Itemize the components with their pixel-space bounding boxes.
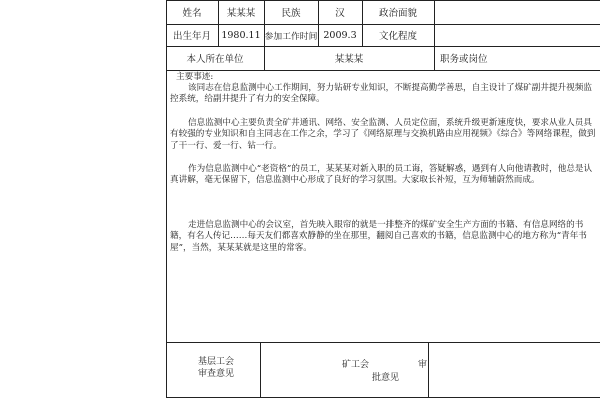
position-label: 职务或岗位 [440,54,488,65]
deeds-paragraph-3 [170,164,600,187]
work-value: 2009.3 [323,29,357,41]
unit-value: 某某某 [334,54,364,65]
deeds-paragraph-4-text: 走进信息监测中心的会议室，首先映入眼帘的就是一排整齐的煤矿安全生产方面的书籍、有信息网络的书籍，有名人传记……每天友们都喜欢静静的坐在那里，翻阅自己喜欢的书籍，信息监测中心的地方称为“青年书屋”，当然，某某某就是这里的常客。 [170,220,587,253]
deeds-paragraph-3-text: 作为信息监测中心“老资格”的员工，某某某对新入职的员工诲，答疑解惑，遇到有人向他请教时，他总是认真讲解，毫无保留下，信息监测中心形成了良好的学习氛围。大家取长补短，互为师辅蔚然而成。 [170,164,593,186]
deeds-paragraph-1 [170,83,600,106]
birth-value: 1980.11 [221,29,261,41]
ethnicity-value: 汉 [335,8,345,19]
rule-footer-right [428,342,429,398]
mine-review-label: 审 [418,360,428,370]
union-review-line2: 审查意见 [197,369,234,379]
deeds-paragraph-1-text: 该同志在信息监测中心工作期间，努力钻研专业知识，不断提高勤学善思，自主设计了煤矿副井提升视频监控系统，给副井提升了有力的安全保障。 [170,83,592,105]
birth-label: 出生年月 [172,31,211,42]
work-label: 参加工作时间 [264,31,318,42]
ethnicity-label: 民族 [281,8,301,19]
political-label: 政治面貌 [378,8,417,19]
mine-union-label: 矿工会 [342,360,370,370]
rule-col5 [434,0,435,46]
union-review-line1: 基层工会 [197,357,234,367]
deeds-paragraph-4 [170,220,600,254]
mine-approval-label: 批意见 [372,373,400,383]
rule-footer-mid [260,342,261,398]
deeds-paragraph-2 [170,118,600,152]
name-label: 姓名 [182,8,202,19]
deeds-section [166,70,600,342]
name-value: 某某某 [226,8,256,19]
deeds-heading: 主要事迹: [176,72,214,82]
rule-bottom [166,397,600,398]
deeds-paragraph-2-text: 信息监测中心主要负责全矿井通讯、网络、安全监测、人员定位面，系统升级更新速度快，要求从业人员具有较强的专业知识和自主同志在工作之余，学习了《网络原理与交换机路由应用视频》《综合》等网络课程，做到了干一行、爱一行、钻一行。 [170,118,596,151]
unit-label: 本人所在单位 [186,54,244,65]
rule-footer [166,342,600,343]
award-form [166,0,600,400]
education-label: 文化程度 [378,31,417,42]
